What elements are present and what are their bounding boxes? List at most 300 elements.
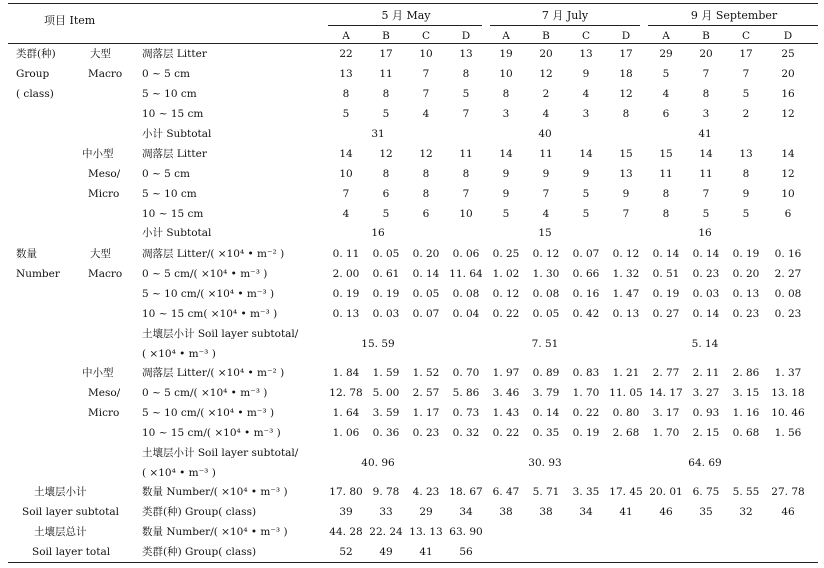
table-cell: 5. 71 xyxy=(532,486,560,498)
table-cell: 5 xyxy=(502,208,510,220)
table-cell: 13 xyxy=(459,48,473,60)
table-cell: 14 xyxy=(781,148,795,160)
table-cell: 39 xyxy=(339,506,353,518)
table-cell: 11 xyxy=(539,148,553,160)
table-cell: 13 xyxy=(339,68,353,80)
meso-en1-1: Meso/ xyxy=(88,168,121,180)
table-cell: 0. 25 xyxy=(492,248,520,260)
table-cell: 13 xyxy=(739,148,753,160)
month-rule-july xyxy=(490,25,640,26)
table-cell: 2. 77 xyxy=(652,367,680,379)
table-cell: 9 xyxy=(502,168,510,180)
table-cell: 0. 16 xyxy=(774,248,802,260)
table-cell: 10 xyxy=(459,208,473,220)
month-july: 7 月 July xyxy=(541,9,589,22)
table-cell: 0. 35 xyxy=(532,427,560,439)
macro-zh-1: 大型 xyxy=(90,48,111,60)
table-cell: 33 xyxy=(379,506,393,518)
table-cell: 12. 78 xyxy=(329,387,363,399)
table-cell: 4 xyxy=(582,88,590,100)
plot-header: D xyxy=(783,30,793,42)
table-cell: 0. 14 xyxy=(692,308,720,320)
table-cell: 9 xyxy=(742,188,750,200)
table-cell: 4 xyxy=(542,208,550,220)
table-cell: 0. 66 xyxy=(572,268,600,280)
table-cell: 5. 55 xyxy=(732,486,760,498)
table-cell: 2. 11 xyxy=(692,367,720,379)
table-cell: 13. 18 xyxy=(771,387,805,399)
table-cell: 2. 00 xyxy=(332,268,360,280)
table-cell: 14. 17 xyxy=(649,387,683,399)
table-cell: 9 xyxy=(542,168,550,180)
table-cell: 3 xyxy=(582,108,590,120)
table-cell: 9. 78 xyxy=(372,486,400,498)
table-cell: 0. 42 xyxy=(572,308,600,320)
table-cell: 1. 21 xyxy=(612,367,640,379)
table-cell: 8 xyxy=(342,88,350,100)
table-cell: 8 xyxy=(502,88,510,100)
table-cell: 25 xyxy=(781,48,795,60)
table-cell: 0. 08 xyxy=(532,288,560,300)
table-cell: 19 xyxy=(499,48,513,60)
table-cell: 6 xyxy=(662,108,670,120)
table-cell: 18 xyxy=(619,68,633,80)
table-cell: 40. 96 xyxy=(361,457,395,469)
table-cell: 1. 32 xyxy=(612,268,640,280)
table-cell: 6. 75 xyxy=(692,486,720,498)
table-cell: 8 xyxy=(662,188,670,200)
table-cell: 1. 59 xyxy=(372,367,400,379)
table-cell: 20 xyxy=(539,48,553,60)
table-cell: 11 xyxy=(659,168,673,180)
plot-header: C xyxy=(741,30,751,42)
table-cell: 1. 17 xyxy=(412,407,440,419)
table-cell: 5 xyxy=(582,188,590,200)
table-cell: 16 xyxy=(781,88,795,100)
table-cell: 11. 64 xyxy=(449,268,483,280)
table-cell: 5 xyxy=(702,208,710,220)
table-cell: 5. 00 xyxy=(372,387,400,399)
table-cell: 0. 06 xyxy=(452,248,480,260)
plot-header: C xyxy=(581,30,591,42)
table-cell: 0. 20 xyxy=(412,248,440,260)
table-cell: 3. 46 xyxy=(492,387,520,399)
meso-zh-2: 中小型 xyxy=(82,367,114,379)
label-n-litter-1: 凋落层 Litter/( ×10⁴ • m⁻² ) xyxy=(142,248,285,260)
table-cell: 17 xyxy=(739,48,753,60)
group-section-en2: ( class) xyxy=(16,88,54,100)
table-cell: 29 xyxy=(419,506,433,518)
table-cell: 1. 06 xyxy=(332,427,360,439)
table-cell: 46 xyxy=(781,506,795,518)
table-cell: 38 xyxy=(499,506,513,518)
table-cell: 18. 67 xyxy=(449,486,483,498)
table-cell: 1. 43 xyxy=(492,407,520,419)
table-cell: 0. 05 xyxy=(372,248,400,260)
table-cell: 0. 05 xyxy=(412,288,440,300)
plot-header: B xyxy=(542,30,550,42)
table-cell: 7. 51 xyxy=(531,338,559,350)
table-cell: 7 xyxy=(702,68,710,80)
table-cell: 63. 90 xyxy=(449,526,483,538)
table-cell: 12 xyxy=(781,168,795,180)
table-cell: 2. 86 xyxy=(732,367,760,379)
table-cell: 7 xyxy=(702,188,710,200)
table-cell: 52 xyxy=(339,546,353,558)
macro-en-1: Macro xyxy=(88,68,123,80)
table-cell: 0. 14 xyxy=(412,268,440,280)
table-cell: 3. 17 xyxy=(652,407,680,419)
plot-header: C xyxy=(421,30,431,42)
table-cell: 30. 93 xyxy=(528,457,562,469)
plot-header: A xyxy=(662,30,670,42)
macro-en-2: Macro xyxy=(88,268,123,280)
table-cell: 20 xyxy=(699,48,713,60)
header-item: 项目 Item xyxy=(44,14,96,27)
month-may: 5 月 May xyxy=(381,9,431,22)
table-cell: 4 xyxy=(662,88,670,100)
table-cell: 2. 27 xyxy=(774,268,802,280)
table-cell: 0. 61 xyxy=(372,268,400,280)
table-cell: 0. 12 xyxy=(612,248,640,260)
table-cell: 7 xyxy=(742,68,750,80)
label-n-0-5-1: 0 ~ 5 cm/( ×10⁴ • m⁻³ ) xyxy=(142,268,268,280)
label-10-15-2: 10 ~ 15 cm xyxy=(142,208,204,220)
table-cell: 0. 19 xyxy=(372,288,400,300)
label-sub-number: 数量 Number/( ×10⁴ • m⁻³ ) xyxy=(142,486,288,498)
table-cell: 0. 07 xyxy=(412,308,440,320)
table-cell: 12 xyxy=(781,108,795,120)
table-cell: 3. 35 xyxy=(572,486,600,498)
month-september: 9 月 September xyxy=(690,9,778,22)
table-cell: 4 xyxy=(422,108,430,120)
table-cell: 0. 11 xyxy=(332,248,360,260)
table-cell: 4 xyxy=(542,108,550,120)
table-cell: 0. 14 xyxy=(692,248,720,260)
table-cell: 0. 83 xyxy=(572,367,600,379)
table-cell: 0. 07 xyxy=(572,248,600,260)
table-cell: 0. 51 xyxy=(652,268,680,280)
header-rule xyxy=(8,43,818,44)
table-cell: 7 xyxy=(542,188,550,200)
table-cell: 46 xyxy=(659,506,673,518)
table-cell: 5 xyxy=(582,208,590,220)
table-cell: 16 xyxy=(698,227,712,239)
table-cell: 1. 47 xyxy=(612,288,640,300)
table-cell: 5 xyxy=(662,68,670,80)
footer-soil-total-en: Soil layer total xyxy=(32,546,111,558)
table-cell: 1. 97 xyxy=(492,367,520,379)
table-cell: 10 xyxy=(339,168,353,180)
table-cell: 41 xyxy=(619,506,633,518)
meso-en2-1: Micro xyxy=(88,188,120,200)
number-section-zh: 数量 xyxy=(16,248,37,260)
table-cell: 0. 19 xyxy=(572,427,600,439)
table-cell: 14 xyxy=(579,148,593,160)
table-cell: 2 xyxy=(542,88,550,100)
label-soil-subtotal-2a: 土壤层小计 Soil layer subtotal/ xyxy=(142,447,299,459)
table-cell: 6 xyxy=(382,188,390,200)
table-cell: 8 xyxy=(422,188,430,200)
table-cell: 0. 36 xyxy=(372,427,400,439)
top-rule xyxy=(8,3,818,4)
label-0-5-1: 0 ~ 5 cm xyxy=(142,68,191,80)
table-cell: 0. 93 xyxy=(692,407,720,419)
label-n-10-15-2: 10 ~ 15 cm/( ×10⁴ • m⁻³ ) xyxy=(142,427,281,439)
label-subtotal-2: 小计 Subtotal xyxy=(142,227,212,239)
table-cell: 5 xyxy=(382,208,390,220)
table-cell: 5. 86 xyxy=(452,387,480,399)
table-cell: 22 xyxy=(339,48,353,60)
footer-soil-total-zh: 土壤层总计 xyxy=(34,526,87,538)
table-cell: 1. 84 xyxy=(332,367,360,379)
table-cell: 35 xyxy=(699,506,713,518)
table-cell: 0. 23 xyxy=(412,427,440,439)
table-cell: 4. 23 xyxy=(412,486,440,498)
table-cell: 14 xyxy=(699,148,713,160)
table-cell: 0. 80 xyxy=(612,407,640,419)
table-cell: 3. 79 xyxy=(532,387,560,399)
label-n-5-10-2: 5 ~ 10 cm/( ×10⁴ • m⁻³ ) xyxy=(142,407,275,419)
group-section-en1: Group xyxy=(16,68,50,80)
table-cell: 0. 19 xyxy=(652,288,680,300)
table-cell: 29 xyxy=(659,48,673,60)
table-cell: 3 xyxy=(702,108,710,120)
table-cell: 0. 22 xyxy=(572,407,600,419)
table-cell: 0. 19 xyxy=(732,248,760,260)
plot-header: B xyxy=(382,30,390,42)
table-cell: 9 xyxy=(622,188,630,200)
label-n-10-15-1: 10 ~ 15 cm( ×10⁴ • m⁻³ ) xyxy=(142,308,278,320)
table-cell: 12 xyxy=(539,68,553,80)
table-cell: 3. 15 xyxy=(732,387,760,399)
table-cell: 5 xyxy=(342,108,350,120)
footer-soil-subtotal-en: Soil layer subtotal xyxy=(22,506,119,518)
meso-en2-2: Micro xyxy=(88,407,120,419)
table-cell: 17 xyxy=(379,48,393,60)
table-cell: 7 xyxy=(422,68,430,80)
label-n-0-5-2: 0 ~ 5 cm/( ×10⁴ • m⁻³ ) xyxy=(142,387,268,399)
table-cell: 15 xyxy=(538,227,552,239)
table-cell: 64. 69 xyxy=(688,457,722,469)
table-cell: 0. 03 xyxy=(372,308,400,320)
table-cell: 11 xyxy=(459,148,473,160)
table-cell: 0. 22 xyxy=(492,308,520,320)
table-cell: 0. 04 xyxy=(452,308,480,320)
table-cell: 11. 05 xyxy=(609,387,643,399)
table-cell: 0. 89 xyxy=(532,367,560,379)
table-cell: 5 xyxy=(742,88,750,100)
table-cell: 3 xyxy=(502,108,510,120)
table-cell: 49 xyxy=(379,546,393,558)
table-cell: 1. 64 xyxy=(332,407,360,419)
table-cell: 0. 13 xyxy=(332,308,360,320)
label-5-10-2: 5 ~ 10 cm xyxy=(142,188,197,200)
table-cell: 0. 05 xyxy=(532,308,560,320)
table-cell: 7 xyxy=(462,108,470,120)
table-cell: 15. 59 xyxy=(361,338,395,350)
month-rule-september xyxy=(648,25,818,26)
table-cell: 0. 03 xyxy=(692,288,720,300)
table-cell: 40 xyxy=(538,128,552,140)
table-cell: 17 xyxy=(619,48,633,60)
number-section-en: Number xyxy=(16,268,60,280)
table-cell: 7 xyxy=(342,188,350,200)
table-cell: 32 xyxy=(739,506,753,518)
table-cell: 11 xyxy=(699,168,713,180)
table-cell: 8 xyxy=(742,168,750,180)
table-cell: 6. 47 xyxy=(492,486,520,498)
meso-zh-1: 中小型 xyxy=(82,148,114,160)
table-cell: 31 xyxy=(371,128,385,140)
table-cell: 8 xyxy=(382,168,390,180)
table-cell: 1. 30 xyxy=(532,268,560,280)
table-cell: 12 xyxy=(419,148,433,160)
label-5-10-1: 5 ~ 10 cm xyxy=(142,88,197,100)
table-cell: 5 xyxy=(462,88,470,100)
label-subtotal-1: 小计 Subtotal xyxy=(142,128,212,140)
month-rule-may xyxy=(328,25,482,26)
label-tot-number: 数量 Number/( ×10⁴ • m⁻³ ) xyxy=(142,526,288,538)
table-cell: 1. 02 xyxy=(492,268,520,280)
table-cell: 8 xyxy=(382,88,390,100)
table-cell: 20. 01 xyxy=(649,486,683,498)
label-soil-subtotal-2b: ( ×10⁴ • m⁻³ ) xyxy=(142,467,216,479)
table-cell: 12 xyxy=(619,88,633,100)
table-cell: 5 xyxy=(742,208,750,220)
table-cell: 8 xyxy=(462,168,470,180)
table-cell: 13. 13 xyxy=(409,526,443,538)
label-10-15-1: 10 ~ 15 cm xyxy=(142,108,204,120)
table-cell: 0. 22 xyxy=(492,427,520,439)
table-cell: 10 xyxy=(781,188,795,200)
table-cell: 0. 08 xyxy=(774,288,802,300)
table-cell: 0. 23 xyxy=(732,308,760,320)
table-cell: 2. 68 xyxy=(612,427,640,439)
table-cell: 6 xyxy=(784,208,792,220)
label-litter-1: 凋落层 Litter xyxy=(142,48,207,60)
group-section-zh: 类群(种) xyxy=(16,48,56,60)
plot-header: B xyxy=(702,30,710,42)
table-cell: 15 xyxy=(659,148,673,160)
plot-header: D xyxy=(461,30,471,42)
table-cell: 8 xyxy=(422,168,430,180)
table-cell: 1. 37 xyxy=(774,367,802,379)
table-cell: 0. 20 xyxy=(732,268,760,280)
table-cell: 0. 70 xyxy=(452,367,480,379)
table-cell: 2. 57 xyxy=(412,387,440,399)
table-cell: 5 xyxy=(382,108,390,120)
table-cell: 1. 56 xyxy=(774,427,802,439)
table-cell: 0. 19 xyxy=(332,288,360,300)
table-cell: 8 xyxy=(702,88,710,100)
label-tot-group: 类群(种) Group( class) xyxy=(142,546,257,558)
table-cell: 3. 27 xyxy=(692,387,720,399)
table-cell: 10 xyxy=(499,68,513,80)
table-cell: 41 xyxy=(698,128,712,140)
table-cell: 12 xyxy=(379,148,393,160)
table-cell: 9 xyxy=(502,188,510,200)
table-cell: 13 xyxy=(619,168,633,180)
label-n-5-10-1: 5 ~ 10 cm/( ×10⁴ • m⁻³ ) xyxy=(142,288,275,300)
table-cell: 0. 12 xyxy=(492,288,520,300)
table-cell: 0. 16 xyxy=(572,288,600,300)
table-cell: 0. 73 xyxy=(452,407,480,419)
macro-zh-2: 大型 xyxy=(90,248,111,260)
bottom-rule xyxy=(8,562,818,563)
table-cell: 8 xyxy=(622,108,630,120)
table-cell: 17. 80 xyxy=(329,486,363,498)
table-cell: 41 xyxy=(419,546,433,558)
table-cell: 11 xyxy=(379,68,393,80)
label-0-5-2: 0 ~ 5 cm xyxy=(142,168,191,180)
table-cell: 0. 27 xyxy=(652,308,680,320)
label-litter-2: 凋落层 Litter xyxy=(142,148,207,160)
table-cell: 9 xyxy=(582,68,590,80)
table-cell: 5. 14 xyxy=(691,338,719,350)
table-cell: 20 xyxy=(781,68,795,80)
table-cell: 1. 16 xyxy=(732,407,760,419)
table-cell: 0. 68 xyxy=(732,427,760,439)
table-cell: 9 xyxy=(582,168,590,180)
table-cell: 0. 32 xyxy=(452,427,480,439)
table-cell: 34 xyxy=(579,506,593,518)
table-cell: 1. 52 xyxy=(412,367,440,379)
table-cell: 15 xyxy=(619,148,633,160)
table-cell: 3. 59 xyxy=(372,407,400,419)
table-cell: 0. 13 xyxy=(612,308,640,320)
label-n-litter-2: 凋落层 Litter/( ×10⁴ • m⁻² ) xyxy=(142,367,285,379)
table-cell: 14 xyxy=(339,148,353,160)
table-cell: 17. 45 xyxy=(609,486,643,498)
table-cell: 2. 15 xyxy=(692,427,720,439)
footer-soil-subtotal-zh: 土壤层小计 xyxy=(34,486,87,498)
table-cell: 0. 14 xyxy=(532,407,560,419)
table-cell: 1. 70 xyxy=(572,387,600,399)
table-cell: 16 xyxy=(371,227,385,239)
table-cell: 13 xyxy=(579,48,593,60)
table-cell: 0. 08 xyxy=(452,288,480,300)
label-soil-subtotal-1a: 土壤层小计 Soil layer subtotal/ xyxy=(142,328,299,340)
table-cell: 7 xyxy=(422,88,430,100)
table-cell: 0. 12 xyxy=(532,248,560,260)
table-cell: 34 xyxy=(459,506,473,518)
plot-header: A xyxy=(502,30,510,42)
table-cell: 14 xyxy=(499,148,513,160)
table-cell: 38 xyxy=(539,506,553,518)
label-sub-group: 类群(种) Group( class) xyxy=(142,506,257,518)
table-cell: 10 xyxy=(419,48,433,60)
table-cell: 8 xyxy=(462,68,470,80)
table-cell: 56 xyxy=(459,546,473,558)
table-cell: 6 xyxy=(422,208,430,220)
table-cell: 0. 23 xyxy=(774,308,802,320)
table-cell: 27. 78 xyxy=(771,486,805,498)
table-cell: 22. 24 xyxy=(369,526,403,538)
table-cell: 44. 28 xyxy=(329,526,363,538)
plot-header: A xyxy=(342,30,350,42)
table-cell: 7 xyxy=(622,208,630,220)
table-cell: 7 xyxy=(462,188,470,200)
table-cell: 0. 13 xyxy=(732,288,760,300)
table-cell: 8 xyxy=(662,208,670,220)
table-cell: 0. 14 xyxy=(652,248,680,260)
table-cell: 1. 70 xyxy=(652,427,680,439)
plot-header: D xyxy=(621,30,631,42)
meso-en1-2: Meso/ xyxy=(88,387,121,399)
table-cell: 2 xyxy=(742,108,750,120)
table-cell: 4 xyxy=(342,208,350,220)
